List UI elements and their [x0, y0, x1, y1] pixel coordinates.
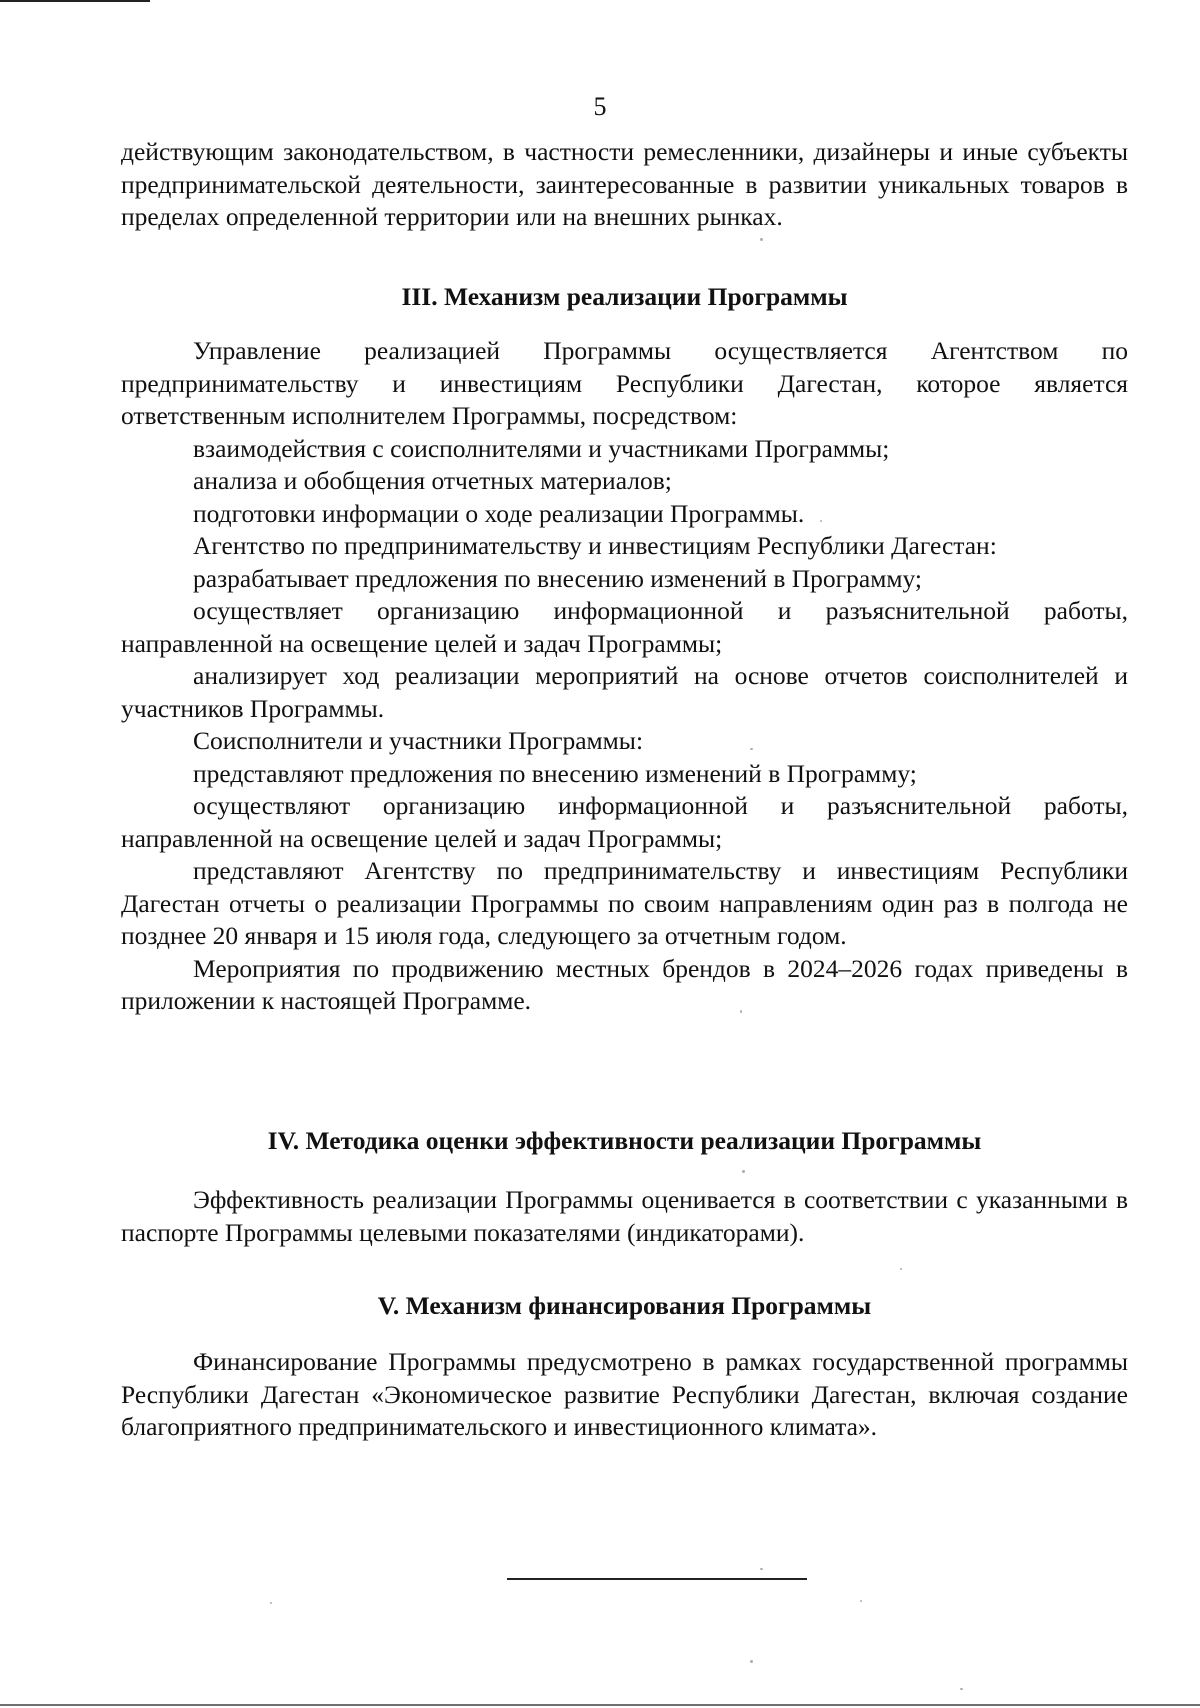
- section-3-paragraph: Мероприятия по продвижению местных брендов в 2024–2026 годах приведены в приложении к настоящей Программе.: [121, 953, 1128, 1015]
- section-3-paragraph: разрабатывает предложения по внесению изменений в Программу;: [193, 563, 922, 593]
- section-3-body: [121, 335, 1128, 1018]
- scan-speck: [820, 520, 822, 522]
- scan-edge-bottom: [0, 1704, 1200, 1706]
- scan-edge-top: [0, 0, 150, 2]
- page-number: 5: [593, 92, 607, 121]
- intro-block: [121, 136, 1128, 234]
- section-3-paragraph: Управление реализацией Программы осуществляется Агентством по предпринимательству и инвестициям Республики Дагестан, которое является ответственным исполнителем Программы, посредством:: [121, 336, 1128, 430]
- scan-speck: [960, 1688, 963, 1690]
- section-3-heading: III. Механизм реализации Программы: [401, 282, 848, 311]
- scan-speck: [742, 1170, 745, 1173]
- section-4-heading: IV. Методика оценки эффективности реализации Программы: [267, 1126, 982, 1155]
- scan-speck: [750, 748, 753, 750]
- scan-speck: [760, 1568, 763, 1570]
- section-5-paragraph: Финансирование Программы предусмотрено в рамках государственной программы Республики Дагестан «Экономическое развитие Республики Дагестан, включая создание благоприятного предпринимательского и инвестиционного климата».: [121, 1347, 1128, 1441]
- scan-speck: [900, 1268, 902, 1270]
- closing-rule: [507, 1578, 807, 1580]
- section-3-paragraph: анализирует ход реализации мероприятий на основе отчетов соисполнителей и участников Программы.: [121, 661, 1128, 723]
- section-3-paragraph: Агентство по предпринимательству и инвестициям Республики Дагестан:: [193, 531, 997, 560]
- scan-speck: [750, 1660, 753, 1663]
- section-3-paragraph: осуществляют организацию информационной и разъяснительной работы, направленной на освещение целей и задач Программы;: [121, 791, 1128, 853]
- section-3-paragraph: осуществляет организацию информационной и разъяснительной работы, направленной на освещение целей и задач Программы;: [121, 596, 1128, 658]
- section-3-paragraph: анализа и обобщения отчетных материалов;: [193, 466, 672, 495]
- scan-speck: [760, 238, 763, 241]
- section-4-paragraph: Эффективность реализации Программы оценивается в соответствии с указанными в паспорте Программы целевыми показателями (индикаторами).: [121, 1185, 1128, 1247]
- intro-paragraph: действующим законодательством, в частности ремесленники, дизайнеры и иные субъекты предпринимательской деятельности, заинтересованные в развитии уникальных товаров в пределах определенной территории или на внешних рынках.: [121, 137, 1128, 231]
- scan-speck: [270, 1602, 272, 1604]
- section-4-body: [121, 1184, 1128, 1249]
- section-3-paragraph: подготовки информации о ходе реализации Программы.: [193, 498, 805, 528]
- section-5-heading: V. Механизм финансирования Программы: [377, 1291, 872, 1320]
- scan-speck: [740, 1010, 742, 1013]
- section-3-paragraph: взаимодействия с соисполнителями и участниками Программы;: [193, 433, 890, 463]
- section-3-paragraph: представляют Агентству по предпринимательству и инвестициям Республики Дагестан отчеты о реализации Программы по своим направлениям один раз в полгода не позднее 20 января и 15 июля года, следующего за отчетным годом.: [121, 856, 1128, 950]
- section-5-body: [121, 1346, 1128, 1444]
- scan-speck: [860, 1600, 862, 1602]
- section-3-paragraph: Соисполнители и участники Программы:: [193, 726, 644, 755]
- section-3-paragraph: представляют предложения по внесению изменений в Программу;: [193, 758, 917, 788]
